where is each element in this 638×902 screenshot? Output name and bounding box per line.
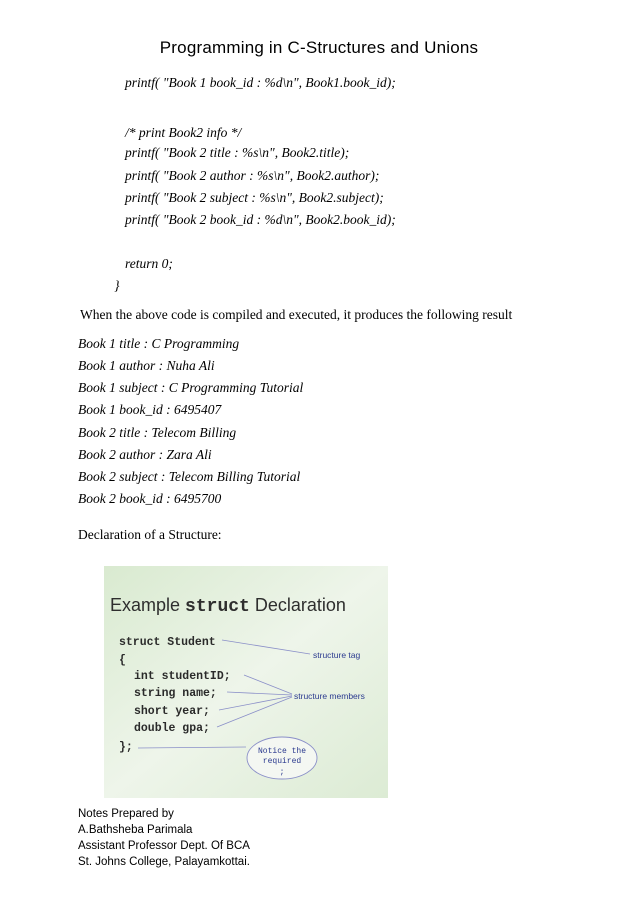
figure-code-line: double gpa; bbox=[134, 722, 210, 735]
figure-code-line: { bbox=[119, 654, 126, 667]
notice-text: required bbox=[262, 757, 302, 766]
notice-text: Notice the bbox=[257, 747, 307, 756]
figure-code-line: short year; bbox=[134, 705, 210, 718]
code-line: printf( "Book 2 title : %s\n", Book2.title); bbox=[125, 145, 350, 160]
output-line: Book 2 author : Zara Ali bbox=[78, 447, 212, 462]
structure-tag-label: structure tag bbox=[313, 650, 361, 660]
code-return: return 0; bbox=[125, 256, 173, 271]
footer-line: Notes Prepared by bbox=[78, 808, 174, 820]
footer-line: Assistant Professor Dept. Of BCA bbox=[78, 840, 250, 852]
structure-members-label: structure members bbox=[294, 691, 365, 701]
code-line: printf( "Book 2 author : %s\n", Book2.author); bbox=[125, 168, 380, 183]
output-line: Book 2 book_id : 6495700 bbox=[78, 491, 222, 506]
footer-author: A.Bathsheba Parimala bbox=[78, 824, 193, 836]
code-line: printf( "Book 1 book_id : %d\n", Book1.book_id); bbox=[125, 75, 396, 90]
figure-code-line: int studentID; bbox=[134, 670, 231, 683]
code-line: printf( "Book 2 subject : %s\n", Book2.subject); bbox=[125, 190, 384, 205]
output-line: Book 2 title : Telecom Billing bbox=[78, 425, 237, 440]
page-header-title: Programming in C-Structures and Unions bbox=[159, 38, 479, 57]
output-line: Book 1 subject : C Programming Tutorial bbox=[78, 380, 304, 395]
result-intro: When the above code is compiled and executed, it produces the following result bbox=[80, 307, 513, 322]
figure-code-line: string name; bbox=[134, 687, 217, 700]
closing-brace: } bbox=[114, 279, 120, 294]
figure-code-line: }; bbox=[119, 741, 133, 754]
output-line: Book 1 title : C Programming bbox=[78, 336, 240, 351]
struct-declaration-figure bbox=[104, 566, 388, 798]
figure-code-line: struct Student bbox=[119, 636, 216, 649]
output-line: Book 1 author : Nuha Ali bbox=[78, 358, 215, 373]
figure-title: Example struct Declaration bbox=[110, 595, 346, 617]
page-footer bbox=[78, 806, 250, 870]
output-line: Book 1 book_id : 6495407 bbox=[78, 402, 222, 417]
code-comment: /* print Book2 info */ bbox=[125, 125, 242, 140]
code-line: printf( "Book 2 book_id : %d\n", Book2.book_id); bbox=[125, 212, 396, 227]
footer-line: St. Johns College, Palayamkottai. bbox=[78, 856, 250, 868]
notice-text: ; bbox=[279, 768, 285, 777]
declaration-heading: Declaration of a Structure: bbox=[78, 527, 222, 542]
struct-diagram bbox=[104, 566, 388, 798]
output-line: Book 2 subject : Telecom Billing Tutorial bbox=[78, 469, 301, 484]
